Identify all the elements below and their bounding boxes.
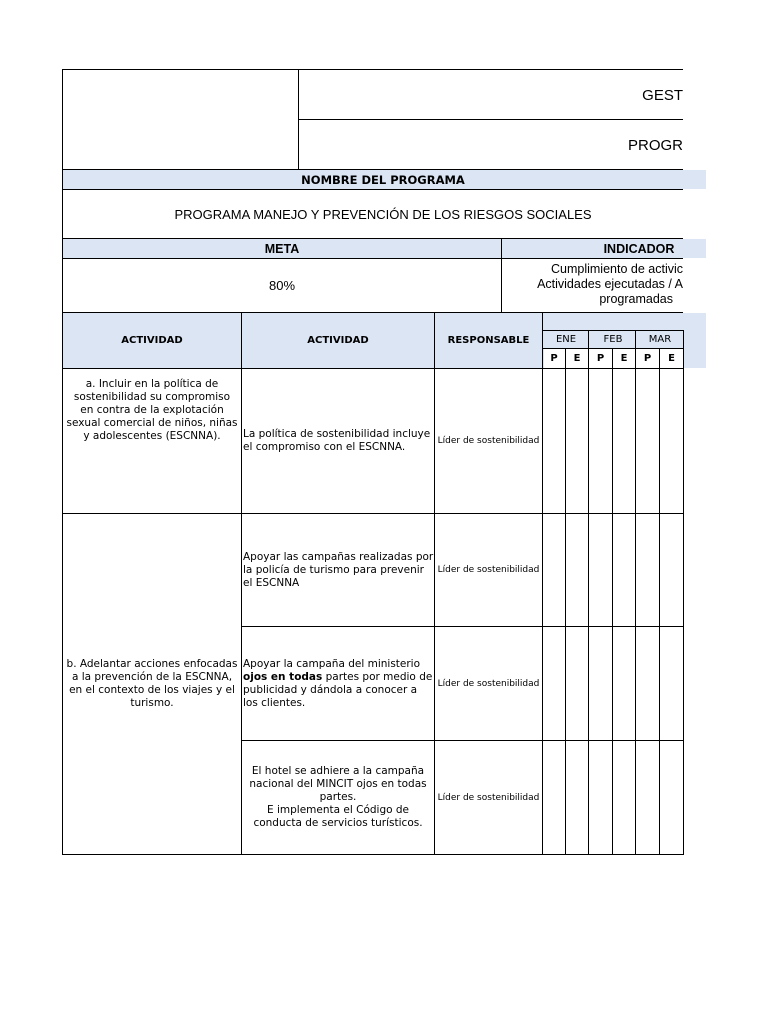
row-b1-detail: Apoyar las campañas realizadas por la policía de turismo para prevenir el ESCNNA bbox=[243, 550, 434, 589]
crop-mask bbox=[684, 0, 768, 169]
indicator-label: INDICADOR bbox=[603, 241, 675, 256]
sub-e-ene: E bbox=[573, 353, 581, 364]
rule bbox=[62, 69, 683, 70]
rule bbox=[588, 330, 589, 855]
rule bbox=[298, 69, 299, 170]
rule bbox=[62, 189, 683, 190]
document-title-line2: PROGR bbox=[627, 136, 683, 154]
crop-mask bbox=[684, 368, 768, 1024]
month-feb: FEB bbox=[603, 334, 623, 345]
program-label: NOMBRE DEL PROGRAMA bbox=[301, 172, 465, 187]
row-b3-detail bbox=[242, 741, 434, 854]
rule bbox=[565, 348, 566, 855]
month-mar: MAR bbox=[648, 334, 672, 345]
row-a-detail: La política de sostenibilidad incluye el compromiso con el ESCNNA. bbox=[243, 428, 431, 453]
row-a-activity: a. Incluir en la política de sostenibilidad su compromiso en contra de la explotación sexual comercial de niños, niñas y adolescentes (ESCNNA). bbox=[66, 378, 238, 442]
row-b3-responsible: Líder de sostenibilidad bbox=[437, 792, 540, 803]
rule bbox=[241, 312, 242, 855]
rule bbox=[62, 513, 683, 514]
row-a-responsible: Líder de sostenibilidad bbox=[437, 436, 540, 446]
row-b2-detail-post: partes por medio de publicidad y dándola a conocer a los clientes. bbox=[243, 670, 433, 709]
rule bbox=[62, 258, 683, 259]
rule bbox=[62, 238, 683, 239]
rule bbox=[62, 69, 63, 855]
rule bbox=[62, 368, 683, 369]
rule bbox=[542, 330, 683, 331]
indicator-line2: Actividades ejecutadas / A bbox=[537, 277, 683, 291]
indicator-value bbox=[502, 262, 683, 310]
crop-mask bbox=[706, 169, 768, 369]
rule bbox=[635, 330, 636, 855]
row-b3-detail-line1: El hotel se adhiere a la campaña nacional del MINCIT ojos en todas partes. bbox=[249, 765, 427, 803]
sub-e-feb: E bbox=[620, 353, 628, 364]
sub-e-mar: E bbox=[668, 353, 675, 364]
row-b1-responsible: Líder de sostenibilidad bbox=[437, 565, 540, 575]
rule bbox=[241, 626, 683, 627]
program-name: PROGRAMA MANEJO Y PREVENCIÓN DE LOS RIESGOS SOCIALES bbox=[174, 206, 592, 222]
rule bbox=[659, 348, 660, 855]
row-b2-detail bbox=[242, 627, 434, 740]
rule bbox=[542, 312, 543, 855]
rule bbox=[298, 119, 683, 120]
rule bbox=[612, 348, 613, 855]
rule bbox=[434, 312, 435, 855]
meta-value: 80% bbox=[268, 278, 296, 293]
indicator-line3: programadas bbox=[599, 292, 673, 306]
col-header-responsible: RESPONSABLE bbox=[447, 335, 530, 346]
rule bbox=[62, 169, 683, 170]
row-b3-detail-line2: E implementa el Código de conducta de servicios turísticos. bbox=[253, 804, 423, 829]
indicator-line1: Cumplimiento de activic bbox=[551, 262, 683, 276]
rule bbox=[62, 854, 683, 855]
sub-p-mar: P bbox=[643, 353, 652, 364]
rule bbox=[62, 312, 683, 313]
sub-p-ene: P bbox=[550, 353, 558, 364]
row-b2-detail-bold: ojos en todas bbox=[243, 670, 323, 683]
month-ene: ENE bbox=[555, 334, 577, 345]
rule bbox=[241, 740, 683, 741]
col-header-activity: ACTIVIDAD bbox=[121, 335, 183, 346]
row-b2-responsible: Líder de sostenibilidad bbox=[437, 678, 540, 689]
rule bbox=[501, 238, 502, 313]
sub-p-feb: P bbox=[596, 353, 605, 364]
row-b2-detail-pre: Apoyar la campaña del ministerio bbox=[243, 657, 421, 670]
col-header-activity-detail: ACTIVIDAD bbox=[307, 335, 369, 346]
row-b-activity: b. Adelantar acciones enfocadas a la prevención de la ESCNNA, en el contexto de los viajes y el turismo. bbox=[66, 658, 238, 709]
meta-label: META bbox=[264, 241, 300, 256]
document-title-line1: GEST bbox=[642, 86, 683, 104]
